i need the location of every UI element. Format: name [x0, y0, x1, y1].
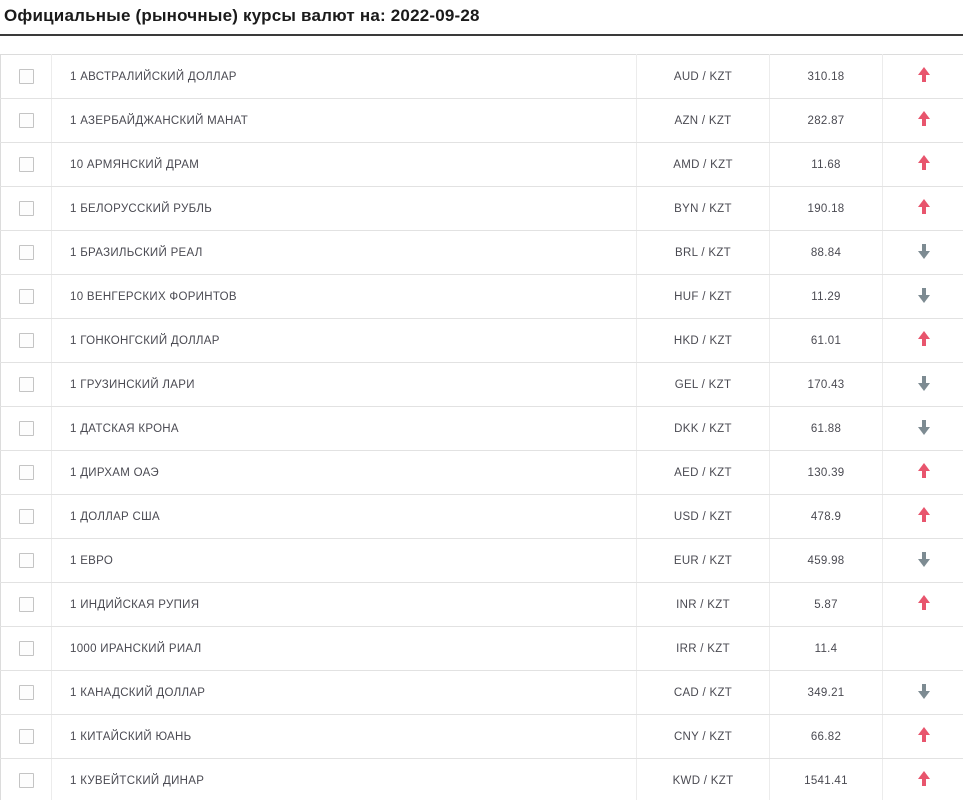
arrow-up-icon: [917, 199, 931, 215]
currency-name-cell: 1 ДОЛЛАР США: [52, 495, 637, 539]
row-checkbox[interactable]: [19, 685, 34, 700]
row-checkbox[interactable]: [19, 553, 34, 568]
currency-pair-cell: BRL / KZT: [637, 231, 770, 275]
table-row[interactable]: [1, 231, 963, 275]
currency-rate-cell: 459.98: [770, 539, 883, 583]
table-row[interactable]: [1, 187, 963, 231]
row-checkbox[interactable]: [19, 729, 34, 744]
arrow-down-icon: [917, 419, 931, 435]
trend-cell: [883, 55, 963, 99]
currency-pair-cell: AED / KZT: [637, 451, 770, 495]
currency-name-cell: 1 ДАТСКАЯ КРОНА: [52, 407, 637, 451]
currency-rate-cell: 130.39: [770, 451, 883, 495]
arrow-down-icon: [917, 551, 931, 567]
currency-name-cell: 1 АВСТРАЛИЙСКИЙ ДОЛЛАР: [52, 55, 637, 99]
currency-rate-cell: 5.87: [770, 583, 883, 627]
currency-name-cell: 1000 ИРАНСКИЙ РИАЛ: [52, 627, 637, 671]
row-select-cell[interactable]: [1, 55, 52, 99]
row-select-cell[interactable]: [1, 143, 52, 187]
currency-name-cell: 1 КУВЕЙТСКИЙ ДИНАР: [52, 759, 637, 800]
currency-rate-cell: 1541.41: [770, 759, 883, 800]
arrow-up-icon: [917, 595, 931, 611]
trend-cell: [883, 627, 963, 671]
table-row[interactable]: [1, 451, 963, 495]
trend-cell: [883, 583, 963, 627]
arrow-up-icon: [917, 67, 931, 83]
currency-name-cell: 1 ЕВРО: [52, 539, 637, 583]
currency-pair-cell: CNY / KZT: [637, 715, 770, 759]
row-select-cell[interactable]: [1, 231, 52, 275]
currency-pair-cell: HUF / KZT: [637, 275, 770, 319]
arrow-down-icon: [917, 683, 931, 699]
currency-name-cell: 1 ГОНКОНГСКИЙ ДОЛЛАР: [52, 319, 637, 363]
currency-name-cell: 10 ВЕНГЕРСКИХ ФОРИНТОВ: [52, 275, 637, 319]
row-select-cell[interactable]: [1, 671, 52, 715]
currency-rates-table: [0, 54, 963, 800]
row-checkbox[interactable]: [19, 597, 34, 612]
trend-cell: [883, 143, 963, 187]
currency-pair-cell: HKD / KZT: [637, 319, 770, 363]
row-checkbox[interactable]: [19, 509, 34, 524]
row-select-cell[interactable]: [1, 627, 52, 671]
row-checkbox[interactable]: [19, 113, 34, 128]
currency-name-cell: 1 АЗЕРБАЙДЖАНСКИЙ МАНАТ: [52, 99, 637, 143]
currency-pair-cell: AMD / KZT: [637, 143, 770, 187]
row-select-cell[interactable]: [1, 759, 52, 800]
row-select-cell[interactable]: [1, 539, 52, 583]
arrow-down-icon: [917, 375, 931, 391]
trend-cell: [883, 495, 963, 539]
currency-rate-cell: 11.4: [770, 627, 883, 671]
table-row[interactable]: [1, 143, 963, 187]
table-row[interactable]: [1, 539, 963, 583]
arrow-up-icon: [917, 111, 931, 127]
row-select-cell[interactable]: [1, 363, 52, 407]
currency-name-cell: 1 КИТАЙСКИЙ ЮАНЬ: [52, 715, 637, 759]
row-select-cell[interactable]: [1, 583, 52, 627]
page-title: Официальные (рыночные) курсы валют на: 2022-09-28: [4, 6, 480, 25]
currency-pair-cell: AZN / KZT: [637, 99, 770, 143]
row-checkbox[interactable]: [19, 157, 34, 172]
row-select-cell[interactable]: [1, 99, 52, 143]
currency-name-cell: 10 АРМЯНСКИЙ ДРАМ: [52, 143, 637, 187]
currency-rate-cell: 170.43: [770, 363, 883, 407]
arrow-up-icon: [917, 331, 931, 347]
arrow-up-icon: [917, 155, 931, 171]
trend-cell: [883, 363, 963, 407]
table-row[interactable]: [1, 627, 963, 671]
currency-rate-cell: 88.84: [770, 231, 883, 275]
arrow-up-icon: [917, 727, 931, 743]
row-checkbox[interactable]: [19, 201, 34, 216]
currency-rate-cell: 11.68: [770, 143, 883, 187]
row-select-cell[interactable]: [1, 495, 52, 539]
currency-rate-cell: 478.9: [770, 495, 883, 539]
trend-cell: [883, 407, 963, 451]
arrow-up-icon: [917, 771, 931, 787]
currency-name-cell: 1 КАНАДСКИЙ ДОЛЛАР: [52, 671, 637, 715]
currency-pair-cell: GEL / KZT: [637, 363, 770, 407]
trend-cell: [883, 451, 963, 495]
currency-pair-cell: AUD / KZT: [637, 55, 770, 99]
currency-rate-cell: 282.87: [770, 99, 883, 143]
row-checkbox[interactable]: [19, 69, 34, 84]
table-body: [1, 55, 963, 800]
row-select-cell[interactable]: [1, 187, 52, 231]
currency-pair-cell: CAD / KZT: [637, 671, 770, 715]
row-checkbox[interactable]: [19, 773, 34, 788]
currency-name-cell: 1 ИНДИЙСКАЯ РУПИЯ: [52, 583, 637, 627]
currency-pair-cell: BYN / KZT: [637, 187, 770, 231]
row-checkbox[interactable]: [19, 245, 34, 260]
table-row[interactable]: [1, 99, 963, 143]
table-row[interactable]: [1, 319, 963, 363]
trend-cell: [883, 187, 963, 231]
currency-rate-cell: 61.01: [770, 319, 883, 363]
row-checkbox[interactable]: [19, 289, 34, 304]
trend-cell: [883, 275, 963, 319]
row-select-cell[interactable]: [1, 275, 52, 319]
table-row[interactable]: [1, 55, 963, 99]
table-row[interactable]: [1, 583, 963, 627]
currency-rate-cell: 349.21: [770, 671, 883, 715]
currency-pair-cell: IRR / KZT: [637, 627, 770, 671]
currency-pair-cell: DKK / KZT: [637, 407, 770, 451]
row-checkbox[interactable]: [19, 421, 34, 436]
currency-pair-cell: INR / KZT: [637, 583, 770, 627]
currency-name-cell: 1 БЕЛОРУССКИЙ РУБЛЬ: [52, 187, 637, 231]
trend-cell: [883, 99, 963, 143]
trend-cell: [883, 319, 963, 363]
arrow-up-icon: [917, 463, 931, 479]
trend-cell: [883, 759, 963, 800]
trend-cell: [883, 231, 963, 275]
row-checkbox[interactable]: [19, 377, 34, 392]
table-row[interactable]: [1, 495, 963, 539]
arrow-down-icon: [917, 243, 931, 259]
trend-cell: [883, 715, 963, 759]
currency-rate-cell: 11.29: [770, 275, 883, 319]
table-row[interactable]: [1, 759, 963, 800]
currency-pair-cell: KWD / KZT: [637, 759, 770, 800]
currency-name-cell: 1 ДИРХАМ ОАЭ: [52, 451, 637, 495]
row-checkbox[interactable]: [19, 641, 34, 656]
table-row[interactable]: [1, 363, 963, 407]
arrow-up-icon: [917, 507, 931, 523]
row-checkbox[interactable]: [19, 333, 34, 348]
currency-rate-cell: 66.82: [770, 715, 883, 759]
row-select-cell[interactable]: [1, 451, 52, 495]
table-row[interactable]: [1, 715, 963, 759]
currency-pair-cell: EUR / KZT: [637, 539, 770, 583]
table-row[interactable]: [1, 407, 963, 451]
arrow-down-icon: [917, 287, 931, 303]
trend-cell: [883, 539, 963, 583]
currency-pair-cell: USD / KZT: [637, 495, 770, 539]
title-divider: [0, 34, 963, 36]
row-select-cell[interactable]: [1, 407, 52, 451]
table-row[interactable]: [1, 275, 963, 319]
row-select-cell[interactable]: [1, 715, 52, 759]
row-checkbox[interactable]: [19, 465, 34, 480]
currency-rate-cell: 310.18: [770, 55, 883, 99]
trend-cell: [883, 671, 963, 715]
currency-name-cell: 1 ГРУЗИНСКИЙ ЛАРИ: [52, 363, 637, 407]
currency-rate-cell: 190.18: [770, 187, 883, 231]
row-select-cell[interactable]: [1, 319, 52, 363]
table-row[interactable]: [1, 671, 963, 715]
currency-name-cell: 1 БРАЗИЛЬСКИЙ РЕАЛ: [52, 231, 637, 275]
currency-rate-cell: 61.88: [770, 407, 883, 451]
